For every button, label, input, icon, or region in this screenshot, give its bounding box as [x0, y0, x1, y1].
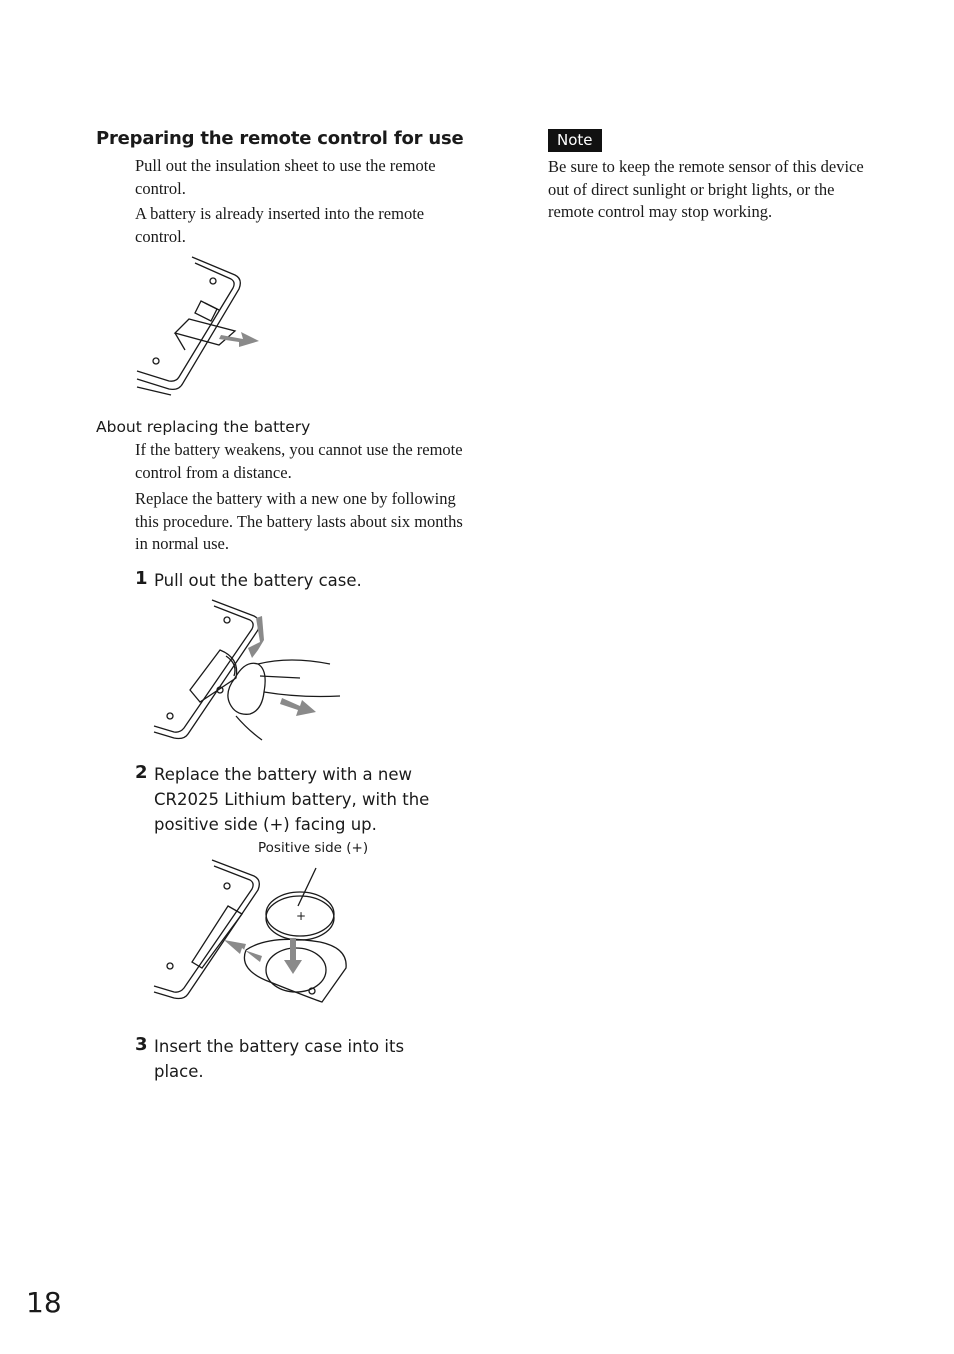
step-text: Replace the battery with a new CR2025 Lithium battery, with the positive side (+) facing up.: [154, 765, 430, 834]
step-text: Pull out the battery case.: [154, 571, 362, 590]
arrow-graphic: [224, 940, 262, 962]
insulation-sheet-illustration: [135, 255, 265, 395]
arrow-graphic: [219, 332, 259, 347]
step-text: Insert the battery case into its place.: [154, 1037, 405, 1081]
arrow-graphic: [284, 938, 302, 974]
note-text: Be sure to keep the remote sensor of this device out of direct sunlight or bright lights, or the remote control may stop working.: [548, 157, 864, 221]
arrow-graphic: [280, 698, 316, 716]
battery-plus-mark: +: [296, 909, 307, 923]
positive-side-label: Positive side (+): [258, 840, 369, 856]
replace-battery-illustration: [150, 858, 360, 1008]
replacing-heading: About replacing the battery: [96, 418, 311, 436]
step-number: 2: [135, 762, 148, 783]
step-number: 1: [135, 568, 148, 589]
intro-paragraph-1: Pull out the insulation sheet to use the remote control.: [135, 156, 436, 198]
note-label: Note: [548, 129, 602, 152]
step-number: 3: [135, 1034, 148, 1055]
replacing-paragraph-1: If the battery weakens, you cannot use the remote control from a distance.: [135, 440, 463, 482]
page-number: 18: [26, 1286, 62, 1319]
replacing-paragraph-2: Replace the battery with a new one by following this procedure. The battery lasts about six months in normal use.: [135, 489, 463, 553]
intro-paragraph-2: A battery is already inserted into the remote control.: [135, 204, 425, 246]
arrow-graphic: [248, 616, 264, 658]
section-heading: Preparing the remote control for use: [96, 128, 464, 149]
pull-battery-case-illustration: [150, 598, 350, 743]
